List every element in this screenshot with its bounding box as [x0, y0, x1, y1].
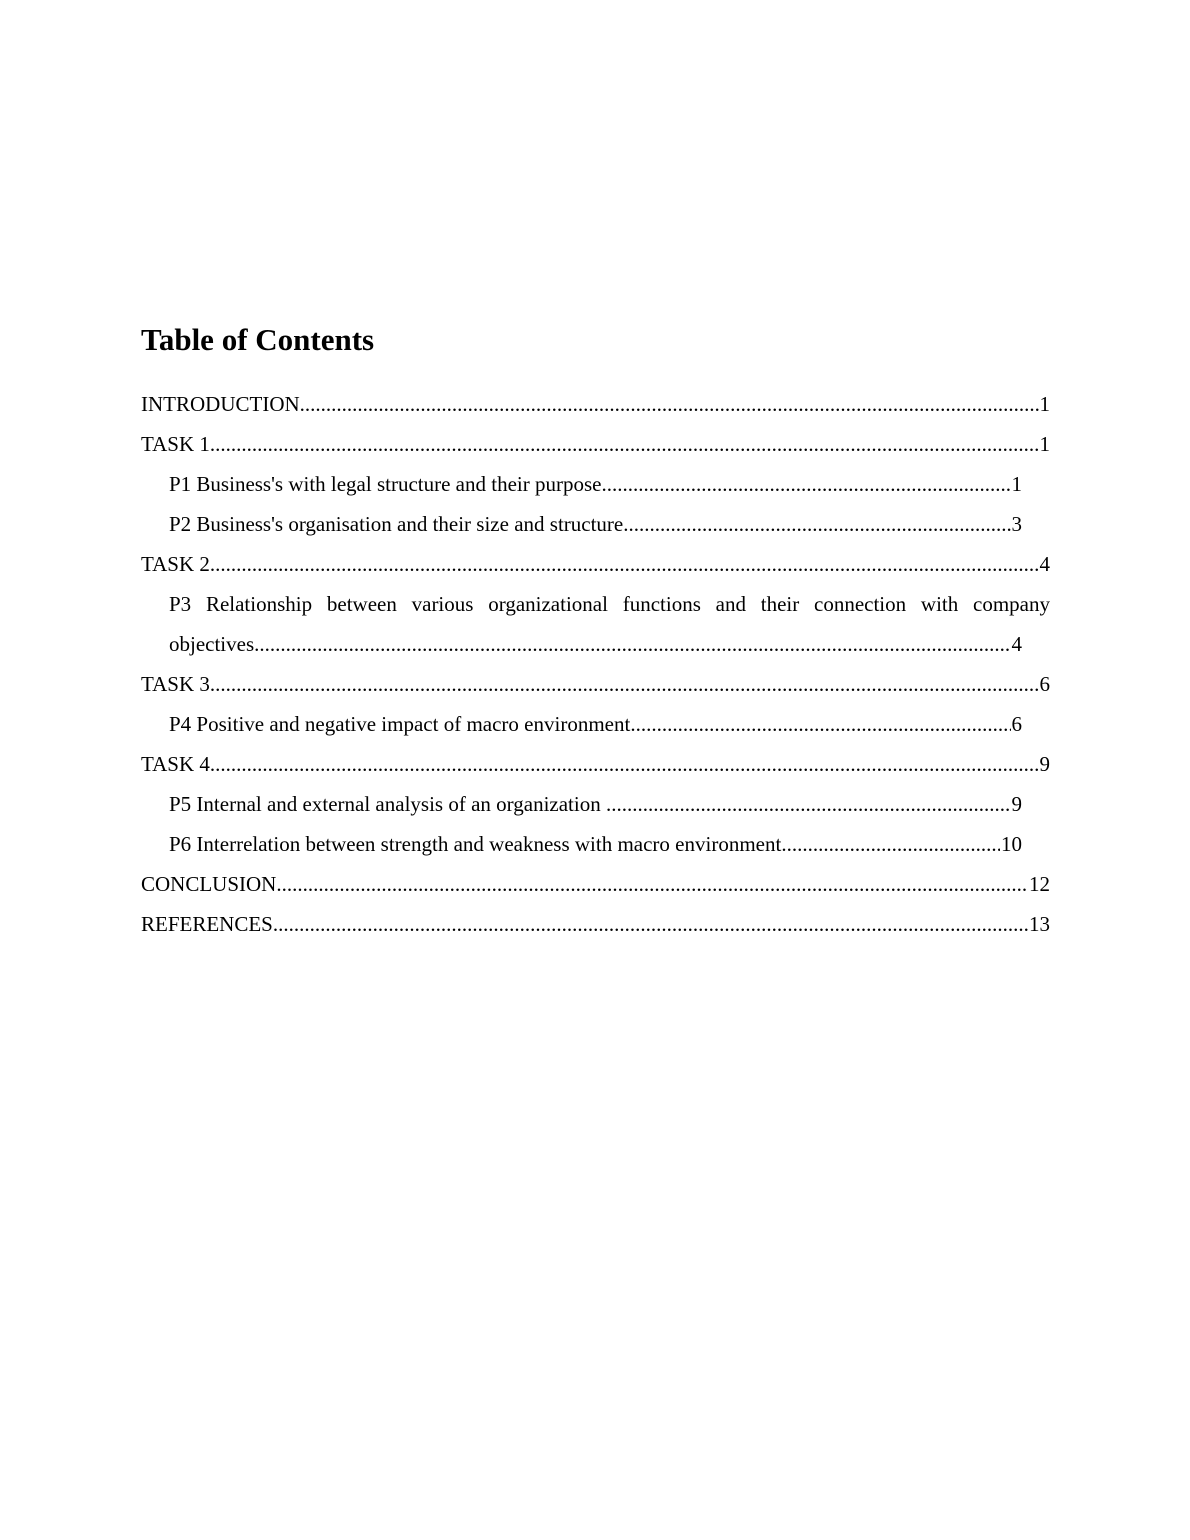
toc-entry-page: 4	[1039, 544, 1051, 584]
toc-entry-conclusion[interactable]	[141, 864, 1050, 904]
toc-entry-page: 1	[1011, 464, 1023, 504]
toc-entry-text: objectives .....	[169, 632, 1022, 656]
toc-entry-text: P6 Interrelation between strength and weakness with macro environment .....	[169, 832, 1022, 856]
toc-entry-p2[interactable]	[169, 504, 1022, 544]
toc-entry-introduction[interactable]	[141, 384, 1050, 424]
toc-entry-page: 1	[1039, 384, 1051, 424]
toc-entry-page: 1	[1039, 424, 1051, 464]
toc-entry-text: TASK 4 .....	[141, 752, 1050, 776]
toc-entry-text: REFERENCES .....	[141, 912, 1050, 936]
toc-entry-p3-line1[interactable]	[169, 584, 1050, 624]
toc-entry-text: TASK 2 .....	[141, 552, 1050, 576]
toc-entry-p6[interactable]	[169, 824, 1022, 864]
toc-entry-page: 10	[1000, 824, 1022, 864]
toc-entry-page: 4	[1011, 624, 1023, 664]
toc-entry-page: 9	[1011, 784, 1023, 824]
toc-entry-text: TASK 3 .....	[141, 672, 1050, 696]
toc-entry-text: TASK 1 .....	[141, 432, 1050, 456]
toc-entry-text: P1 Business's with legal structure and their purpose .....	[169, 472, 1022, 496]
toc-entry-page: 3	[1011, 504, 1023, 544]
toc-entry-text: CONCLUSION .....	[141, 872, 1050, 896]
toc-entry-page: 9	[1039, 744, 1051, 784]
toc-entry-page: 6	[1039, 664, 1051, 704]
toc-entry-task-1[interactable]	[141, 424, 1050, 464]
toc-entry-p5[interactable]	[169, 784, 1022, 824]
toc-entry-references[interactable]	[141, 904, 1050, 944]
toc-entry-page: 13	[1028, 904, 1050, 944]
toc-entry-text: INTRODUCTION .....	[141, 392, 1050, 416]
toc-entry-task-3[interactable]	[141, 664, 1050, 704]
toc-entry-text: P2 Business's organisation and their size and structure .....	[169, 512, 1022, 536]
toc-title: Table of Contents	[141, 322, 375, 357]
toc-entry-p4[interactable]	[169, 704, 1022, 744]
toc-entry-page: 6	[1011, 704, 1023, 744]
toc-entry-p3-line2[interactable]	[169, 624, 1022, 664]
toc-entry-page: 12	[1028, 864, 1050, 904]
table-of-contents	[141, 318, 1050, 944]
toc-list	[141, 384, 1050, 944]
toc-entry-p1[interactable]	[169, 464, 1022, 504]
toc-entry-text: P4 Positive and negative impact of macro environment .....	[169, 712, 1022, 736]
toc-entry-task-4[interactable]	[141, 744, 1050, 784]
toc-entry-text: P3 Relationship between various organizational functions and their connection with company	[169, 592, 1050, 616]
toc-entry-task-2[interactable]	[141, 544, 1050, 584]
toc-entry-text: P5 Internal and external analysis of an organization .....	[169, 792, 1022, 816]
